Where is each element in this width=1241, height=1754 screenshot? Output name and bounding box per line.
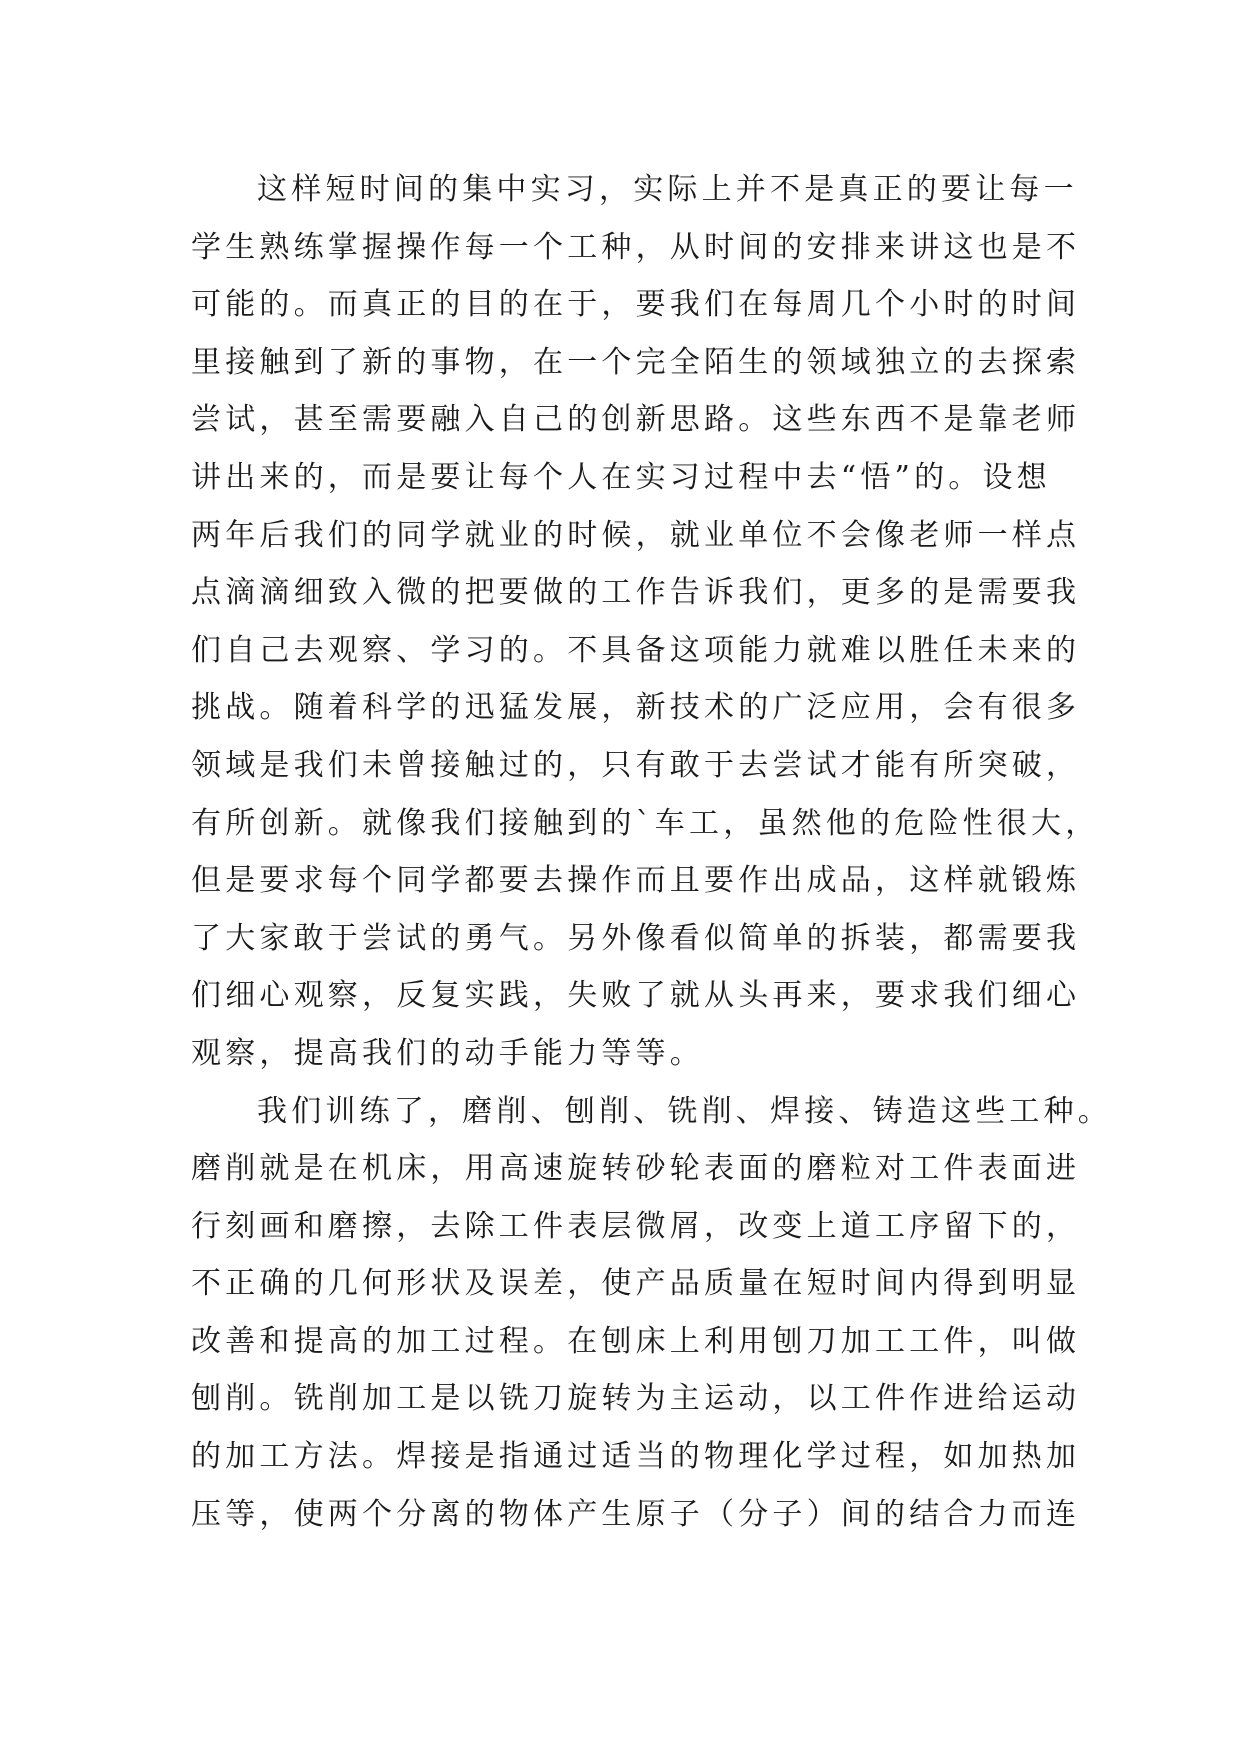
paragraph-1-line: 两年后我们的同学就业的时候，就业单位不会像老师一样点 [191, 517, 1081, 553]
paragraph-1-line: 了大家敢于尝试的勇气。另外像看似简单的拆装，都需要我 [191, 920, 1081, 956]
paragraph-1-line: 观察，提高我们的动手能力等等。 [191, 1035, 704, 1071]
paragraph-1-line: 学生熟练掌握操作每一个工种，从时间的安排来讲这也是不 [191, 229, 1081, 265]
paragraph-2-line: 行刻画和磨擦，去除工件表层微屑，改变上道工序留下的， [191, 1208, 1081, 1244]
paragraph-1-line: 挑战。随着科学的迅猛发展，新技术的广泛应用，会有很多 [191, 690, 1081, 726]
paragraph-1-line: 尝试，甚至需要融入自己的创新思路。这些东西不是靠老师 [191, 402, 1081, 438]
paragraph-1-line: 有所创新。就像我们接触到的`车工，虽然他的危险性很大， [191, 805, 1100, 841]
paragraph-2-line: 的加工方法。焊接是指通过适当的物理化学过程，如加热加 [191, 1439, 1081, 1475]
paragraph-1-line: 们自己去观察、学习的。不具备这项能力就难以胜任未来的 [191, 632, 1081, 668]
paragraph-1-line: 但是要求每个同学都要去操作而且要作出成品，这样就锻炼 [191, 863, 1081, 899]
paragraph-1-line: 领域是我们未曾接触过的，只有敢于去尝试才能有所突破， [191, 747, 1081, 783]
body-text [191, 161, 1112, 1543]
paragraph-1-line: 里接触到了新的事物，在一个完全陌生的领域独立的去探索 [191, 344, 1081, 380]
paragraph-2-line: 压等，使两个分离的物体产生原子（分子）间的结合力而连 [191, 1496, 1081, 1532]
paragraph-1-line: 点滴滴细致入微的把要做的工作告诉我们，更多的是需要我 [191, 575, 1081, 611]
paragraph-1-line: 们细心观察，反复实践，失败了就从头再来，要求我们细心 [191, 978, 1081, 1014]
paragraph-2-line: 磨削就是在机床，用高速旋转砂轮表面的磨粒对工件表面进 [191, 1151, 1081, 1187]
paragraph-2-line: 我们训练了，磨削、刨削、铣削、焊接、铸造这些工种。 [257, 1093, 1112, 1129]
paragraph-1-line: 这样短时间的集中实习，实际上并不是真正的要让每一 [257, 172, 1078, 207]
paragraph-2-line: 刨削。铣削加工是以铣刀旋转为主运动，以工件作进给运动 [191, 1381, 1081, 1417]
paragraph-1-line: 讲出来的，而是要让每个人在实习过程中去“悟”的。设想 [191, 459, 1051, 495]
paragraph-2-line: 不正确的几何形状及误差，使产品质量在短时间内得到明显 [191, 1266, 1081, 1302]
paragraph-2-line: 改善和提高的加工过程。在刨床上利用刨刀加工工件，叫做 [191, 1323, 1081, 1359]
paragraph-1-line: 可能的。而真正的目的在于，要我们在每周几个小时的时间 [191, 287, 1081, 323]
